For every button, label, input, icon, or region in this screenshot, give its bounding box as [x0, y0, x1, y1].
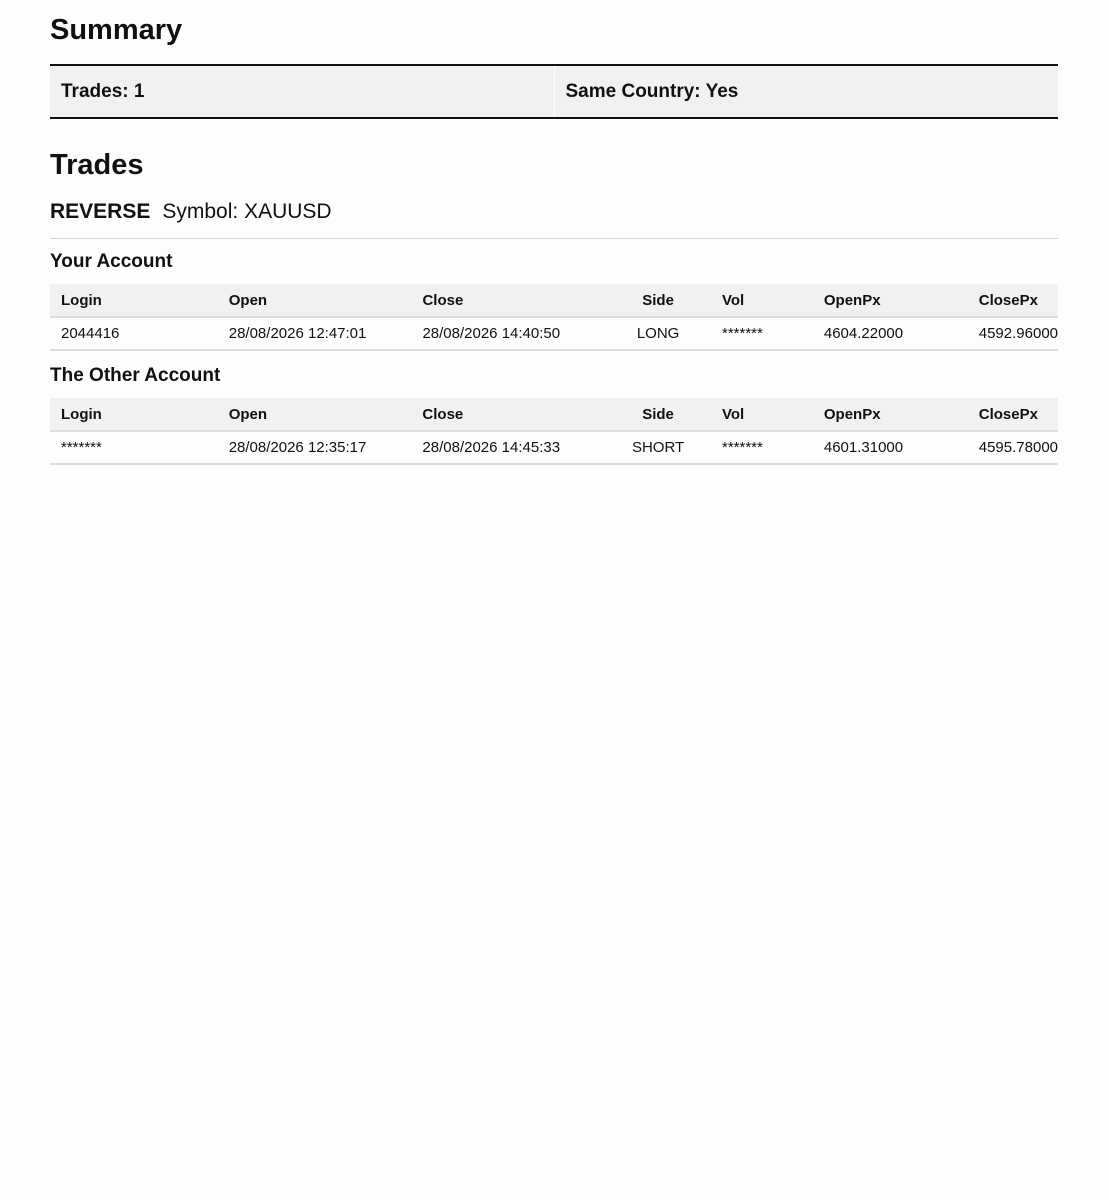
other-account-heading: The Other Account [50, 365, 221, 386]
trades-heading: Trades [50, 149, 144, 181]
col-header-closepx: ClosePx [968, 398, 1058, 431]
cell-open: 28/08/2026 12:35:17 [218, 431, 412, 464]
table-row [50, 431, 1058, 464]
col-header-side: Side [605, 398, 711, 431]
trades-count: Trades: 1 [61, 80, 145, 102]
cell-closepx: 4595.78000 [968, 431, 1058, 464]
cell-login: ******* [50, 431, 218, 464]
your-account-heading: Your Account [50, 251, 173, 272]
table-header-row [50, 284, 1058, 317]
table-row [50, 317, 1058, 350]
col-header-openpx: OpenPx [813, 284, 968, 317]
cell-vol: ******* [711, 431, 813, 464]
other-account-table [50, 398, 1058, 465]
cell-side: LONG [605, 317, 711, 350]
col-header-openpx: OpenPx [813, 398, 968, 431]
divider [50, 238, 1058, 239]
summary-bar [50, 64, 1058, 119]
col-header-open: Open [218, 284, 412, 317]
col-header-vol: Vol [711, 284, 813, 317]
trade-symbol: Symbol: XAUUSD [162, 200, 332, 223]
cell-close: 28/08/2026 14:40:50 [411, 317, 605, 350]
col-header-closepx: ClosePx [968, 284, 1058, 317]
col-header-login: Login [50, 284, 218, 317]
col-header-vol: Vol [711, 398, 813, 431]
cell-close: 28/08/2026 14:45:33 [411, 431, 605, 464]
your-account-table [50, 284, 1058, 351]
trade-header [50, 199, 332, 225]
summary-heading: Summary [50, 14, 183, 46]
same-country: Same Country: Yes [554, 66, 1059, 117]
cell-login: 2044416 [50, 317, 218, 350]
cell-open: 28/08/2026 12:47:01 [218, 317, 412, 350]
cell-closepx: 4592.96000 [968, 317, 1058, 350]
cell-openpx: 4601.31000 [813, 431, 968, 464]
col-header-side: Side [605, 284, 711, 317]
col-header-login: Login [50, 398, 218, 431]
col-header-close: Close [411, 284, 605, 317]
cell-side: SHORT [605, 431, 711, 464]
table-header-row [50, 398, 1058, 431]
trade-type: REVERSE [50, 200, 151, 223]
cell-openpx: 4604.22000 [813, 317, 968, 350]
col-header-open: Open [218, 398, 412, 431]
cell-vol: ******* [711, 317, 813, 350]
col-header-close: Close [411, 398, 605, 431]
